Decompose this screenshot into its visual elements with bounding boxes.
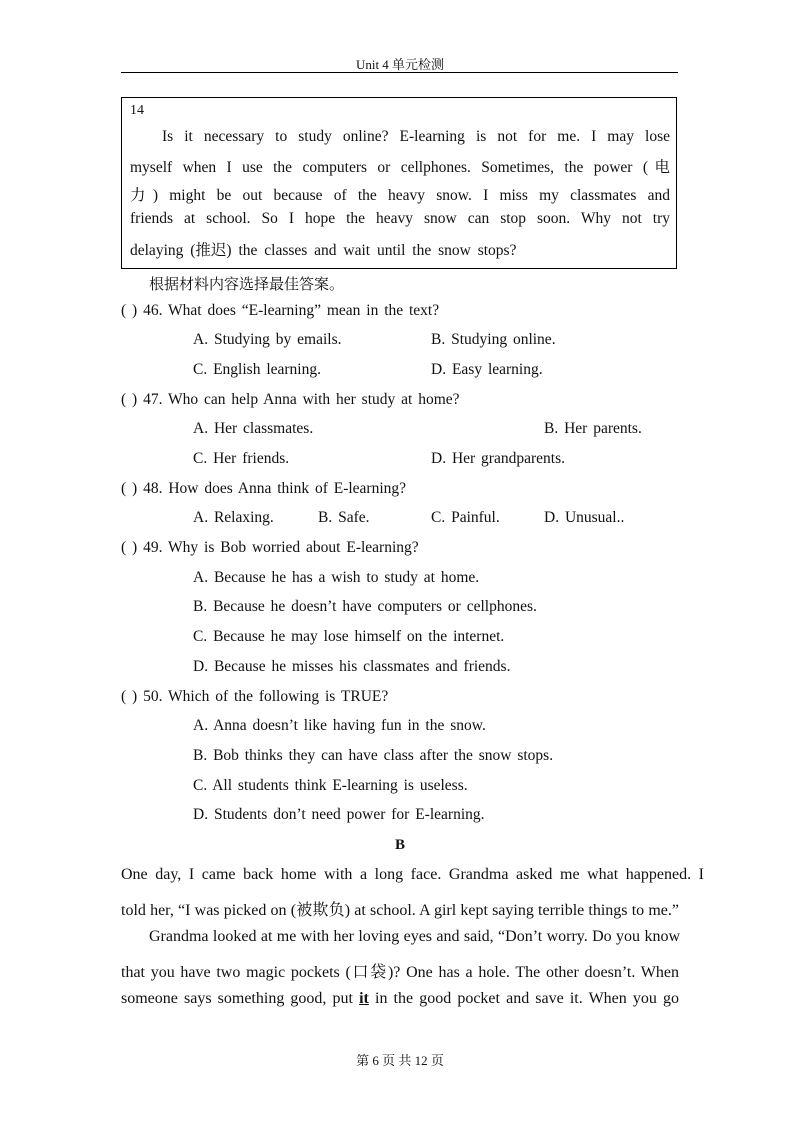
option-46-d: D. Easy learning.	[431, 361, 543, 378]
passage-line: delaying (推迟) the classes and wait until the snow stops?	[130, 242, 517, 259]
emphasized-word: it	[359, 990, 369, 1007]
passage-line: Is it necessary to study online? E-learning is not for me. I may lose	[162, 128, 670, 145]
question-47: ( ) 47. Who can help Anna with her study at home?	[121, 391, 460, 408]
paragraph-line: that you have two magic pockets (口袋)? One has a hole. The other doesn’t. When	[121, 964, 679, 981]
paragraph-line: Grandma looked at me with her loving eyes and said, “Don’t worry. Do you know	[149, 928, 680, 945]
passage-number: 14	[130, 103, 144, 118]
option-48-b: B. Safe.	[318, 509, 370, 526]
line-text: in the good pocket and save it. When you go	[368, 990, 679, 1007]
passage-line: myself when I use the computers or cellphones. Sometimes, the power (电	[130, 159, 670, 176]
question-46: ( ) 46. What does “E-learning” mean in the text?	[121, 302, 440, 319]
paragraph-line: One day, I came back home with a long face. Grandma asked me what happened. I	[121, 866, 704, 883]
line-text: someone says something good, put	[121, 990, 360, 1007]
option-50-a: A. Anna doesn’t like having fun in the snow.	[193, 717, 486, 734]
option-48-d: D. Unusual..	[544, 509, 625, 526]
paragraph-line	[121, 990, 679, 1008]
option-50-b: B. Bob thinks they can have class after the snow stops.	[193, 747, 554, 764]
option-49-a: A. Because he has a wish to study at home.	[193, 569, 480, 586]
option-49-b: B. Because he doesn’t have computers or cellphones.	[193, 598, 537, 615]
question-48: ( ) 48. How does Anna think of E-learning?	[121, 480, 407, 497]
page-header: Unit 4 单元检测	[355, 57, 445, 72]
option-46-b: B. Studying online.	[431, 331, 556, 348]
instruction: 根据材料内容选择最佳答案。	[149, 277, 345, 293]
option-50-d: D. Students don’t need power for E-learning.	[193, 806, 485, 823]
option-50-c: C. All students think E-learning is useless.	[193, 777, 468, 794]
header-rule	[121, 72, 678, 73]
paragraph-line: told her, “I was picked on (被欺负) at school. A girl kept saying terrible things to me.”	[121, 902, 679, 919]
question-50: ( ) 50. Which of the following is TRUE?	[121, 688, 389, 705]
option-47-b: B. Her parents.	[544, 420, 642, 437]
passage-line: friends at school. So I hope the heavy snow can stop soon. Why not try	[130, 210, 670, 227]
option-49-c: C. Because he may lose himself on the internet.	[193, 628, 505, 645]
option-47-c: C. Her friends.	[193, 450, 290, 467]
section-heading: B	[394, 837, 405, 853]
option-48-c: C. Painful.	[431, 509, 500, 526]
question-49: ( ) 49. Why is Bob worried about E-learning?	[121, 539, 419, 556]
page-footer: 第 6 页 共 12 页	[356, 1053, 444, 1068]
option-48-a: A. Relaxing.	[193, 509, 274, 526]
option-47-a: A. Her classmates.	[193, 420, 314, 437]
option-46-a: A. Studying by emails.	[193, 331, 342, 348]
passage-line: 力) might be out because of the heavy snow. I miss my classmates and	[130, 187, 670, 204]
option-46-c: C. English learning.	[193, 361, 321, 378]
option-47-d: D. Her grandparents.	[431, 450, 565, 467]
option-49-d: D. Because he misses his classmates and friends.	[193, 658, 511, 675]
